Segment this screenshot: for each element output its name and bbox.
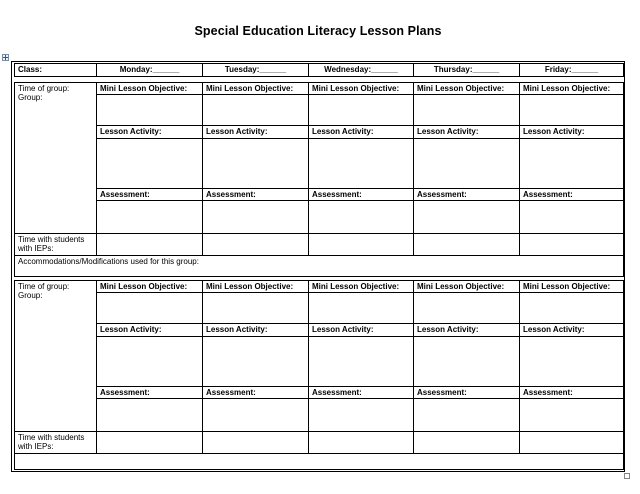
group-1-friday-objective-label: Mini Lesson Objective: — [519, 82, 624, 95]
table-resize-handle-icon[interactable] — [624, 473, 630, 479]
group-2-friday-activity-field[interactable] — [519, 336, 624, 387]
group-2-monday-activity-label: Lesson Activity: — [96, 323, 203, 337]
group-1-monday-activity-field[interactable] — [96, 138, 203, 189]
group-1-time-with-students-cell[interactable] — [14, 233, 97, 256]
group-2-time-group-cell[interactable] — [14, 280, 97, 432]
group-1-friday-assessment-field[interactable] — [519, 200, 624, 234]
group-2-monday-activity-field[interactable] — [96, 336, 203, 387]
header-day-thursday: Thursday:______ — [413, 63, 520, 77]
group-2-friday-objective-field[interactable] — [519, 292, 624, 324]
group-1-monday-assessment-field[interactable] — [96, 200, 203, 234]
group-2-tuesday-assessment-label: Assessment: — [202, 386, 309, 399]
group-2-wednesday-assessment-field[interactable] — [308, 398, 414, 432]
group-2-monday-objective-label: Mini Lesson Objective: — [96, 280, 203, 293]
group-1-tuesday-assessment-label: Assessment: — [202, 188, 309, 201]
group-1-friday-assessment-label: Assessment: — [519, 188, 624, 201]
group-1-monday-iep-time-field[interactable] — [96, 233, 203, 256]
group-1-wednesday-iep-time-field[interactable] — [308, 233, 414, 256]
group-1-friday-objective-field[interactable] — [519, 94, 624, 126]
group-1-wednesday-activity-label: Lesson Activity: — [308, 125, 414, 139]
group-2-wednesday-iep-time-field[interactable] — [308, 431, 414, 454]
group-2-friday-activity-label: Lesson Activity: — [519, 323, 624, 337]
group-1-with-ieps-label: with IEPs: — [18, 244, 54, 253]
group-1-time-with-students-label: Time with students — [18, 235, 85, 244]
group-2-thursday-objective-label: Mini Lesson Objective: — [413, 280, 520, 293]
group-2-time-with-students-label: Time with students — [18, 433, 85, 442]
group-1-monday-objective-label: Mini Lesson Objective: — [96, 82, 203, 95]
group-1-thursday-objective-label: Mini Lesson Objective: — [413, 82, 520, 95]
group-2-monday-iep-time-field[interactable] — [96, 431, 203, 454]
group-2-group-label: Group: — [18, 291, 43, 300]
group-2-tuesday-activity-field[interactable] — [202, 336, 309, 387]
group-2-monday-assessment-label: Assessment: — [96, 386, 203, 399]
group-1-tuesday-activity-label: Lesson Activity: — [202, 125, 309, 139]
group-1-tuesday-activity-field[interactable] — [202, 138, 309, 189]
group-2-wednesday-activity-label: Lesson Activity: — [308, 323, 414, 337]
group-2-accommodations-row[interactable] — [14, 453, 624, 470]
group-1-tuesday-objective-field[interactable] — [202, 94, 309, 126]
group-1-tuesday-assessment-field[interactable] — [202, 200, 309, 234]
group-1-thursday-activity-field[interactable] — [413, 138, 520, 189]
group-1-friday-activity-field[interactable] — [519, 138, 624, 189]
group-2-thursday-activity-label: Lesson Activity: — [413, 323, 520, 337]
group-2-friday-assessment-label: Assessment: — [519, 386, 624, 399]
group-1-time-of-group-label: Time of group: — [18, 84, 70, 93]
group-2-monday-objective-field[interactable] — [96, 292, 203, 324]
group-1-thursday-activity-label: Lesson Activity: — [413, 125, 520, 139]
group-2-thursday-iep-time-field[interactable] — [413, 431, 520, 454]
group-1-thursday-assessment-field[interactable] — [413, 200, 520, 234]
group-1-friday-activity-label: Lesson Activity: — [519, 125, 624, 139]
group-2-tuesday-activity-label: Lesson Activity: — [202, 323, 309, 337]
header-day-monday: Monday:______ — [96, 63, 203, 77]
header-day-friday: Friday:______ — [519, 63, 624, 77]
group-2-tuesday-assessment-field[interactable] — [202, 398, 309, 432]
group-2-wednesday-activity-field[interactable] — [308, 336, 414, 387]
group-2-with-ieps-label: with IEPs: — [18, 442, 54, 451]
group-2-friday-assessment-field[interactable] — [519, 398, 624, 432]
group-2-tuesday-objective-field[interactable] — [202, 292, 309, 324]
group-1-wednesday-objective-label: Mini Lesson Objective: — [308, 82, 414, 95]
group-2-wednesday-objective-field[interactable] — [308, 292, 414, 324]
group-1-tuesday-objective-label: Mini Lesson Objective: — [202, 82, 309, 95]
group-1-wednesday-assessment-label: Assessment: — [308, 188, 414, 201]
group-1-thursday-iep-time-field[interactable] — [413, 233, 520, 256]
group-1-time-group-cell[interactable] — [14, 82, 97, 234]
group-2-thursday-activity-field[interactable] — [413, 336, 520, 387]
group-2-time-with-students-cell[interactable] — [14, 431, 97, 454]
group-1-tuesday-iep-time-field[interactable] — [202, 233, 309, 256]
group-2-time-of-group-label: Time of group: — [18, 282, 70, 291]
table-move-handle-icon[interactable] — [2, 54, 9, 61]
group-1-friday-iep-time-field[interactable] — [519, 233, 624, 256]
group-1-monday-assessment-label: Assessment: — [96, 188, 203, 201]
group-1-monday-objective-field[interactable] — [96, 94, 203, 126]
group-1-accommodations-row[interactable]: Accommodations/Modifications used for this group: — [14, 255, 624, 277]
group-2-friday-iep-time-field[interactable] — [519, 431, 624, 454]
group-2-thursday-assessment-field[interactable] — [413, 398, 520, 432]
group-2-thursday-assessment-label: Assessment: — [413, 386, 520, 399]
group-1-thursday-assessment-label: Assessment: — [413, 188, 520, 201]
group-1-wednesday-assessment-field[interactable] — [308, 200, 414, 234]
group-1-wednesday-activity-field[interactable] — [308, 138, 414, 189]
group-1-monday-activity-label: Lesson Activity: — [96, 125, 203, 139]
group-1-wednesday-objective-field[interactable] — [308, 94, 414, 126]
group-1-group-label: Group: — [18, 93, 43, 102]
group-2-wednesday-assessment-label: Assessment: — [308, 386, 414, 399]
group-2-monday-assessment-field[interactable] — [96, 398, 203, 432]
header-day-tuesday: Tuesday:______ — [202, 63, 309, 77]
header-class-label: Class: — [14, 63, 97, 77]
group-2-friday-objective-label: Mini Lesson Objective: — [519, 280, 624, 293]
group-1-thursday-objective-field[interactable] — [413, 94, 520, 126]
group-2-tuesday-objective-label: Mini Lesson Objective: — [202, 280, 309, 293]
group-2-wednesday-objective-label: Mini Lesson Objective: — [308, 280, 414, 293]
group-2-tuesday-iep-time-field[interactable] — [202, 431, 309, 454]
group-2-thursday-objective-field[interactable] — [413, 292, 520, 324]
page-title: Special Education Literacy Lesson Plans — [194, 24, 442, 38]
header-day-wednesday: Wednesday:______ — [308, 63, 414, 77]
